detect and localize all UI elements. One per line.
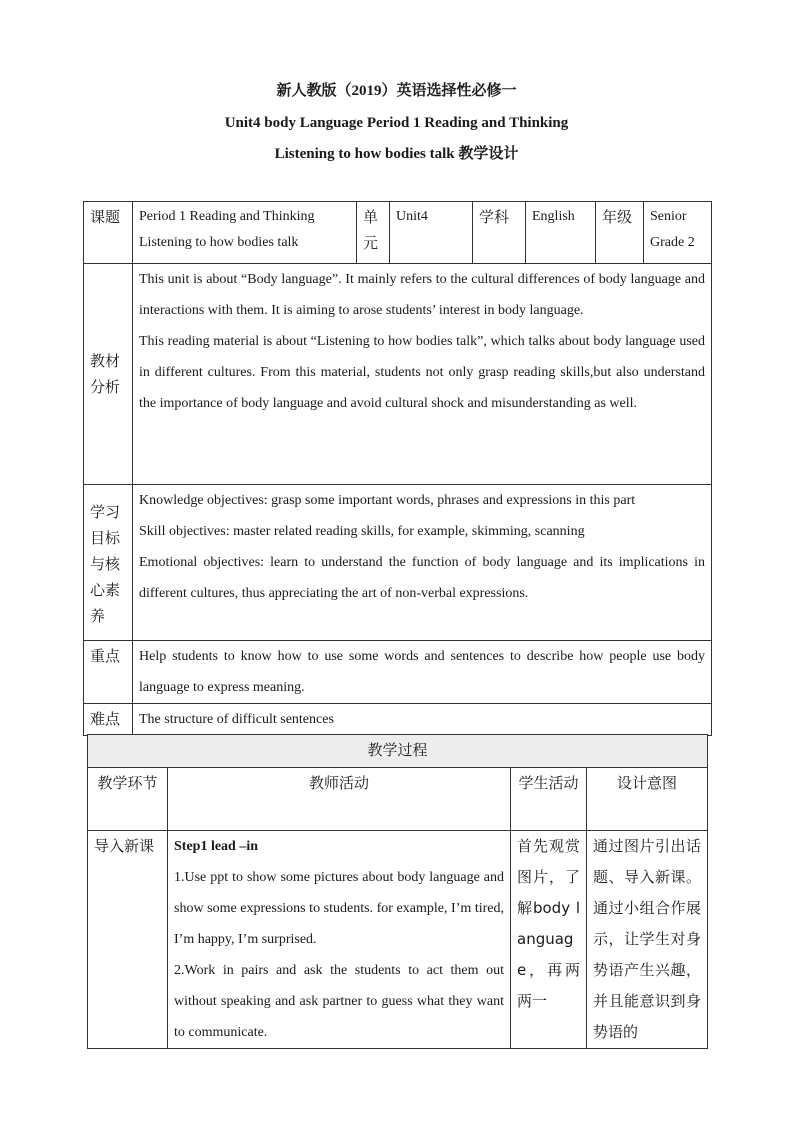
stage-cell: 导入新课 <box>88 831 168 1049</box>
header-design-intent: 设计意图 <box>587 768 708 831</box>
objectives-content <box>133 485 712 641</box>
objective-knowledge: Knowledge objectives: grasp some important words, phrases and expressions in this part <box>139 493 636 508</box>
teacher-activity-2: 2.Work in pairs and ask the students to act them out without speaking and ask partner to guess what they want to communicate. <box>174 963 504 1040</box>
teacher-activity-1: 1.Use ppt to show some pictures about body language and show some expressions to students. for example, I’m tired, I’m happy, I’m surprised. <box>174 870 504 947</box>
analysis-paragraph-2: This reading material is about “Listening to how bodies talk”, which talks about body language used in different cultures. From this material, students not only grasp reading skills,but also understand the importance of body language and avoid cultural shock and misunderstanding as well. <box>139 334 705 411</box>
topic-label: 课题 <box>84 202 133 264</box>
difficult-value: The structure of difficult sentences <box>133 704 712 736</box>
unit-value: Unit4 <box>390 202 473 264</box>
topic-line1: Period 1 Reading and Thinking <box>139 209 315 224</box>
subject-value: English <box>526 202 596 264</box>
topic-value <box>133 202 357 264</box>
header-teacher-activity: 教师活动 <box>168 768 511 831</box>
unit-label: 单元 <box>357 202 390 264</box>
process-title: 教学过程 <box>88 735 708 768</box>
process-table <box>87 734 708 1049</box>
grade-label: 年级 <box>596 202 644 264</box>
analysis-label: 教材分析 <box>84 264 133 485</box>
student-activity-cell: 首先观赏图片，了解body language，再两两一 <box>511 831 587 1049</box>
analysis-content <box>133 264 712 485</box>
key-label: 重点 <box>84 641 133 704</box>
objectives-label: 学习目标与核心素养 <box>84 485 133 641</box>
difficult-label: 难点 <box>84 704 133 736</box>
teacher-activity-cell <box>168 831 511 1049</box>
info-table <box>83 201 712 736</box>
analysis-paragraph-1: This unit is about “Body language”. It mainly refers to the cultural differences of body language and interactions with them. It is aiming to arose students’ interest in body language. <box>139 272 705 318</box>
step-title: Step1 lead –in <box>174 839 259 854</box>
header-stage: 教学环节 <box>88 768 168 831</box>
doc-title-line2: Unit4 body Language Period 1 Reading and Thinking <box>224 115 569 131</box>
doc-title-line1: 新人教版（2019）英语选择性必修一 <box>276 83 517 99</box>
header-student-activity: 学生活动 <box>511 768 587 831</box>
objective-emotional: Emotional objectives: learn to understand the function of body language and its implications in different cultures, thus appreciating the art of non-verbal expressions. <box>139 555 705 601</box>
doc-title-line3: Listening to how bodies talk 教学设计 <box>274 146 519 162</box>
subject-label: 学科 <box>473 202 526 264</box>
objective-skill: Skill objectives: master related reading skills, for example, skimming, scanning <box>139 524 585 539</box>
topic-line2: Listening to how bodies talk <box>139 235 299 250</box>
key-value: Help students to know how to use some words and sentences to describe how people use body language to express meaning. <box>133 641 712 704</box>
grade-value: Senior Grade 2 <box>644 202 712 264</box>
design-intent-cell: 通过图片引出话题、导入新课。通过小组合作展示，让学生对身势语产生兴趣，并且能意识到身势语的 <box>587 831 708 1049</box>
